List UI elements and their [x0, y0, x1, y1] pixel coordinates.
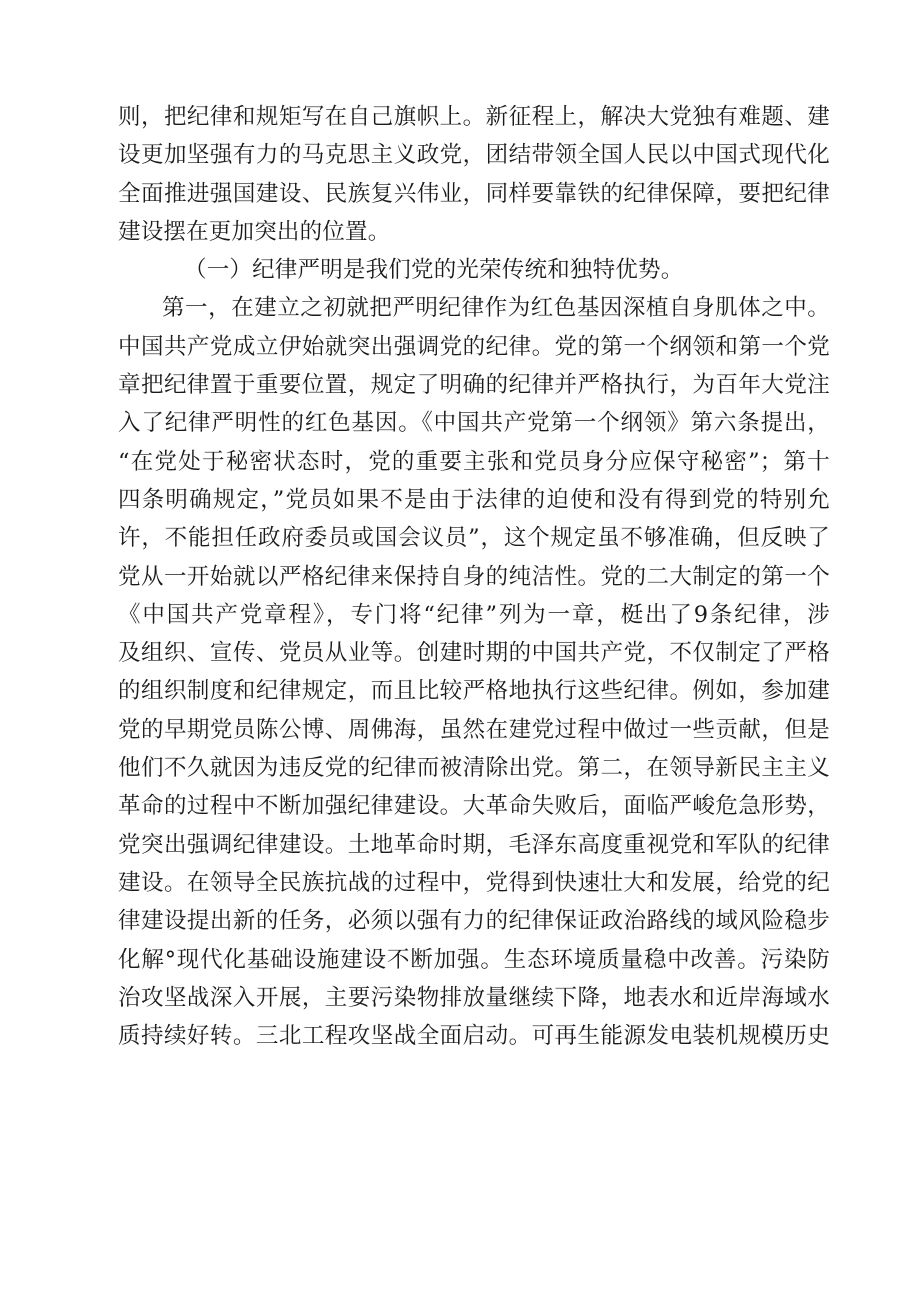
section-heading: （一）纪律严明是我们党的光荣传统和独特优势。	[184, 257, 684, 284]
text-line: 党从一开始就以严格纪律来保持自身的纯洁性。党的二大制定的第一个	[118, 563, 830, 590]
text-line: 他们不久就因为违反党的纪律而被清除出党。第二，在领导新民主主义	[118, 755, 830, 782]
text-line: 党的早期党员陈公博、周佛海，虽然在建党过程中做过一些贡献，但是	[118, 716, 830, 743]
text-line: 治攻坚战深入开展，主要污染物排放量继续下降，地表水和近岸海域水	[118, 984, 830, 1011]
text-line: “在党处于秘密状态时，党的重要主张和党员身分应保守秘密”；第十	[118, 448, 830, 475]
text-line: 建设摆在更加突出的位置。	[118, 218, 391, 245]
text-line: 《中国共产党章程》，专门将“纪律”列为一章，梃出了9条纪律，涉	[118, 601, 830, 628]
text-line: 章把纪律置于重要位置，规定了明确的纪律并严格执行，为百年大党注	[118, 372, 830, 399]
text-line: 化解°现代化基础设施建设不断加强。生态环境质量稳中改善。污染防	[118, 946, 830, 973]
text-line: 入了纪律严明性的红色基因。《中国共产党第一个纲领》第六条提出，	[118, 410, 830, 437]
text-line: 律建设提出新的任务，必须以强有力的纪律保证政治路线的域风险稳步	[118, 908, 830, 935]
text-line: 党突出强调纪律建设。土地革命时期，毛泽东高度重视党和军队的纪律	[118, 831, 830, 858]
text-line: 质持续好转。三北工程攻坚战全面启动。可再生能源发电装机规模历史	[118, 1023, 830, 1050]
text-line: 的组织制度和纪律规定，而且比较严格地执行这些纪律。例如，参加建	[118, 678, 830, 705]
text-line: 建设。在领导全民族抗战的过程中，党得到快速壮大和发展，给党的纪	[118, 869, 830, 896]
text-line: 四条明确规定，”党员如果不是由于法律的迫使和没有得到党的特别允	[118, 486, 830, 513]
body-text	[118, 98, 830, 1055]
text-line: 许，不能担任政府委员或国会议员”，这个规定虽不够准确，但反映了	[118, 525, 830, 552]
text-line: 及组织、宣传、党员从业等。创建时期的中国共产党，不仅制定了严格	[118, 640, 830, 667]
text-line: 第一，在建立之初就把严明纪律作为红色基因深植自身肌体之中。	[162, 295, 830, 322]
text-line: 设更加坚强有力的马克思主义政党，团结带领全国人民以中国式现代化	[118, 142, 830, 169]
text-line: 则，把纪律和规矩写在自己旗帜上。新征程上，解决大党独有难题、建	[118, 104, 830, 130]
text-line: 中国共产党成立伊始就突出强调党的纪律。党的第一个纲领和第一个党	[118, 333, 830, 360]
text-line: 全面推进强国建设、民族复兴伟业，同样要靠铁的纪律保障，要把纪律	[118, 180, 830, 207]
text-line: 革命的过程中不断加强纪律建设。大革命失败后，面临严峻危急形势，	[118, 793, 830, 820]
